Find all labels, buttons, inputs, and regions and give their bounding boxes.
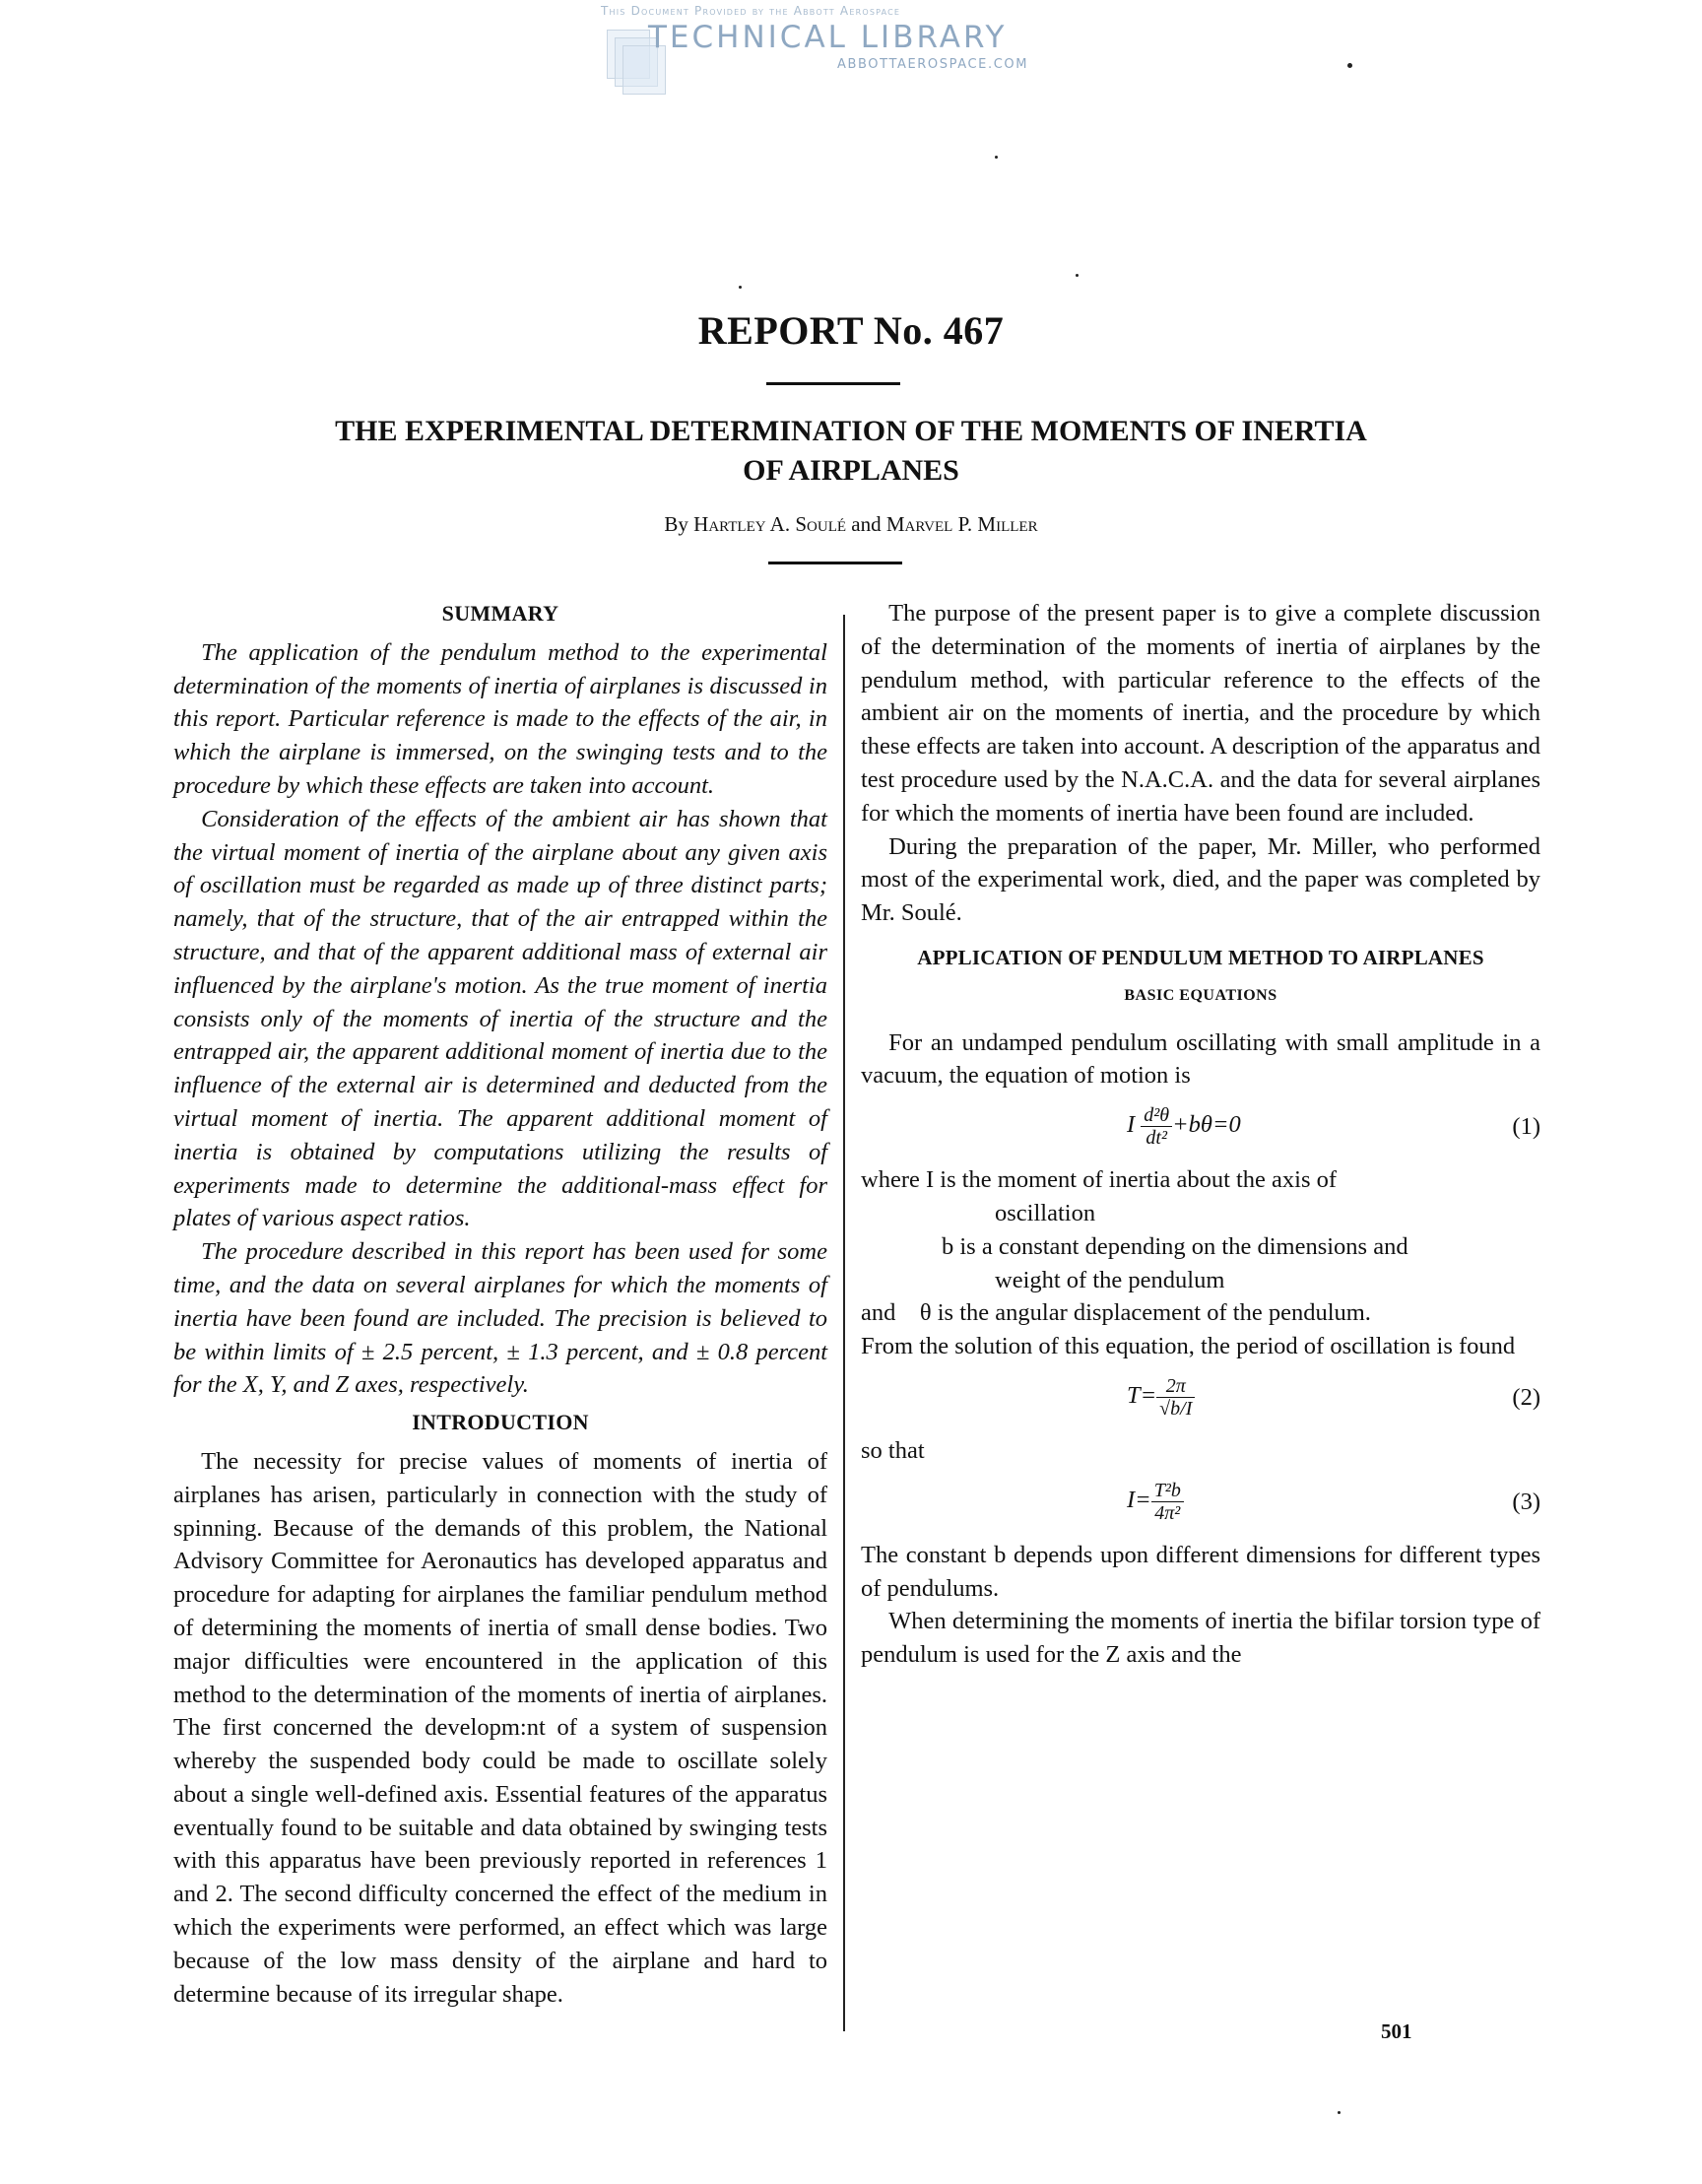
title-line-1: THE EXPERIMENTAL DETERMINATION OF THE MOMENTS OF INERTIA [335, 415, 1367, 447]
eq3-denominator: 4π² [1154, 1501, 1181, 1524]
scan-speck [739, 286, 742, 289]
eq3-lhs: I= [1127, 1486, 1151, 1513]
watermark-library-name: TECHNICAL LIBRARY [648, 20, 1008, 55]
definition-row [861, 1296, 1540, 1330]
scan-speck [1338, 2111, 1341, 2114]
summary-paragraph: The application of the pendulum method to the experimental determination of the moments of inertia of airplanes is discussed in this report. Particular reference is made to the effects of the air, in which the airplane is immersed, on the swinging tests and to the procedure by which these effects are taken into account. [173, 638, 827, 799]
byline [0, 512, 1702, 537]
period-intro: From the solution of this equation, the period of oscillation is found [861, 1333, 1516, 1360]
eq2-fraction [1156, 1375, 1195, 1420]
eq1-numerator: d²θ [1141, 1104, 1172, 1127]
equation-2 [861, 1369, 1540, 1428]
eq1-coefficient: I [1127, 1111, 1136, 1139]
summary-heading: SUMMARY [441, 601, 559, 626]
summary-paragraph: The procedure described in this report has been used for some time, and the data on several airplanes for which the moments of inertia have been found are included. The precision is believed to be within limits of ± 2.5 percent, ± 1.3 percent, and ± 0.8 percent for the X, Y, and Z axes, respectively. [173, 1238, 827, 1399]
introduction-paragraph: The purpose of the present paper is to give a complete discussion of the determination of the moments of inertia of airplanes by the pendulum method, with particular reference to the effects of the ambient air on the moments of inertia, and the procedure by which these effects are taken into account. A description of the apparatus and test procedure used by the N.A.C.A. and the data for several airplanes for which the moments of inertia have been found are included. [861, 600, 1540, 827]
definition-row [861, 1163, 1540, 1197]
eq2-label: (2) [1512, 1383, 1540, 1411]
variable-definitions [861, 1163, 1540, 1330]
application-heading: APPLICATION OF PENDULUM METHOD TO AIRPLANES [917, 945, 1484, 969]
report-number: REPORT No. 467 [697, 308, 1005, 353]
introduction-paragraph: The necessity for precise values of moments of inertia of airplanes has arisen, particularly in connection with the study of spinning. Because of the demands of this problem, the National Advisory Committee for Aeronautics has developed apparatus and procedure for adapting for airplanes the familiar pendulum method of determining the moments of inertia of small dense bodies. Two major difficulties were encountered in the application of this method to the determination of the moments of inertia of airplanes. The first concerned the developm:nt of a system of suspension whereby the suspended body could be made to oscillate solely about a single well-defined axis. Essential features of the apparatus eventually found to be suitable and data obtained by swinging tests with this apparatus have been previously reported in references 1 and 2. The second difficulty concerned the effect of the medium in which the experiments were performed, an effect which was large because of the low mass density of the airplane and hard to determine because of its irregular shape. [173, 1447, 827, 2008]
watermark-url[interactable]: ABBOTTAEROSPACE.COM [837, 57, 1029, 72]
eq1-rest: +bθ=0 [1172, 1111, 1241, 1139]
introduction-paragraph: During the preparation of the paper, Mr. Miller, who performed most of the experimental work, died, and the paper was completed by Mr. Soulé. [861, 832, 1540, 927]
eq1-fraction [1141, 1104, 1172, 1149]
eq3-numerator: T²b [1151, 1480, 1184, 1502]
byline-rule [768, 562, 902, 564]
definition-continuation: weight of the pendulum [995, 1266, 1225, 1293]
eq2-lhs: T= [1127, 1382, 1157, 1410]
introduction-heading: INTRODUCTION [412, 1410, 589, 1435]
eq3-fraction [1151, 1480, 1184, 1524]
right-column [861, 597, 1540, 1672]
column-divider [843, 615, 845, 2031]
definition-text: I is the moment of inertia about the axis of [925, 1166, 1338, 1194]
watermark-tagline: This Document Provided by the Abbott Aerospace [601, 4, 901, 18]
so-that-text: so that [861, 1436, 925, 1464]
definition-continuation: oscillation [995, 1199, 1096, 1226]
definition-text: θ is the angular displacement of the pendulum. [919, 1299, 1371, 1327]
definition-lead: where [861, 1166, 920, 1194]
scan-speck [1076, 274, 1079, 277]
constant-b-paragraph: The constant b depends upon different dimensions for different types of pendulums. [861, 1541, 1540, 1602]
definition-lead: and [861, 1299, 896, 1327]
eq1-denominator: dt² [1146, 1127, 1167, 1150]
eq1-label: (1) [1512, 1113, 1540, 1141]
paper-title [0, 412, 1702, 491]
basic-equations-subheading: BASIC EQUATIONS [1124, 986, 1277, 1004]
bifilar-paragraph: When determining the moments of inertia the bifilar torsion type of pendulum is used for the Z axis and the [861, 1608, 1540, 1669]
byline-prefix: By [664, 512, 688, 536]
scan-speck [1347, 63, 1352, 68]
title-line-2: OF AIRPLANES [743, 454, 959, 487]
scan-speck [995, 156, 998, 159]
equation-1 [861, 1098, 1540, 1158]
eq2-numerator: 2π [1156, 1375, 1195, 1398]
abbott-watermark [601, 4, 1093, 93]
definition-text: b is a constant depending on the dimensions and [942, 1232, 1408, 1260]
title-rule [766, 382, 900, 385]
equation-3 [861, 1474, 1540, 1533]
summary-paragraph: Consideration of the effects of the ambient air has shown that the virtual moment of inertia of the airplane about any given axis of oscillation must be regarded as made up of three distinct parts; namely, that of the structure, that of the air entrapped within the structure, and that of the apparent additional mass of external air influenced by the airplane's motion. As the true moment of inertia consists only of the moments of inertia of the structure and the entrapped air, the apparent additional moment of inertia due to the influence of the external air is determined and deducted from the virtual moment of inertia. The apparent additional moment of inertia is obtained by computations utilizing the results of experiments made to determine the additional-mass effect for plates of various aspect ratios. [173, 805, 827, 1232]
left-column [173, 597, 827, 2011]
page-number: 501 [1381, 2019, 1412, 2043]
author-soule: Hartley A. Soulé [693, 512, 847, 536]
byline-and: and [851, 512, 882, 536]
equation-intro: For an undamped pendulum oscillating with small amplitude in a vacuum, the equation of motion is [861, 1028, 1540, 1090]
definition-row [861, 1230, 1540, 1264]
author-miller: Marvel P. Miller [885, 512, 1038, 536]
eq3-label: (3) [1512, 1488, 1540, 1515]
eq2-denominator: √b/I [1159, 1397, 1193, 1420]
